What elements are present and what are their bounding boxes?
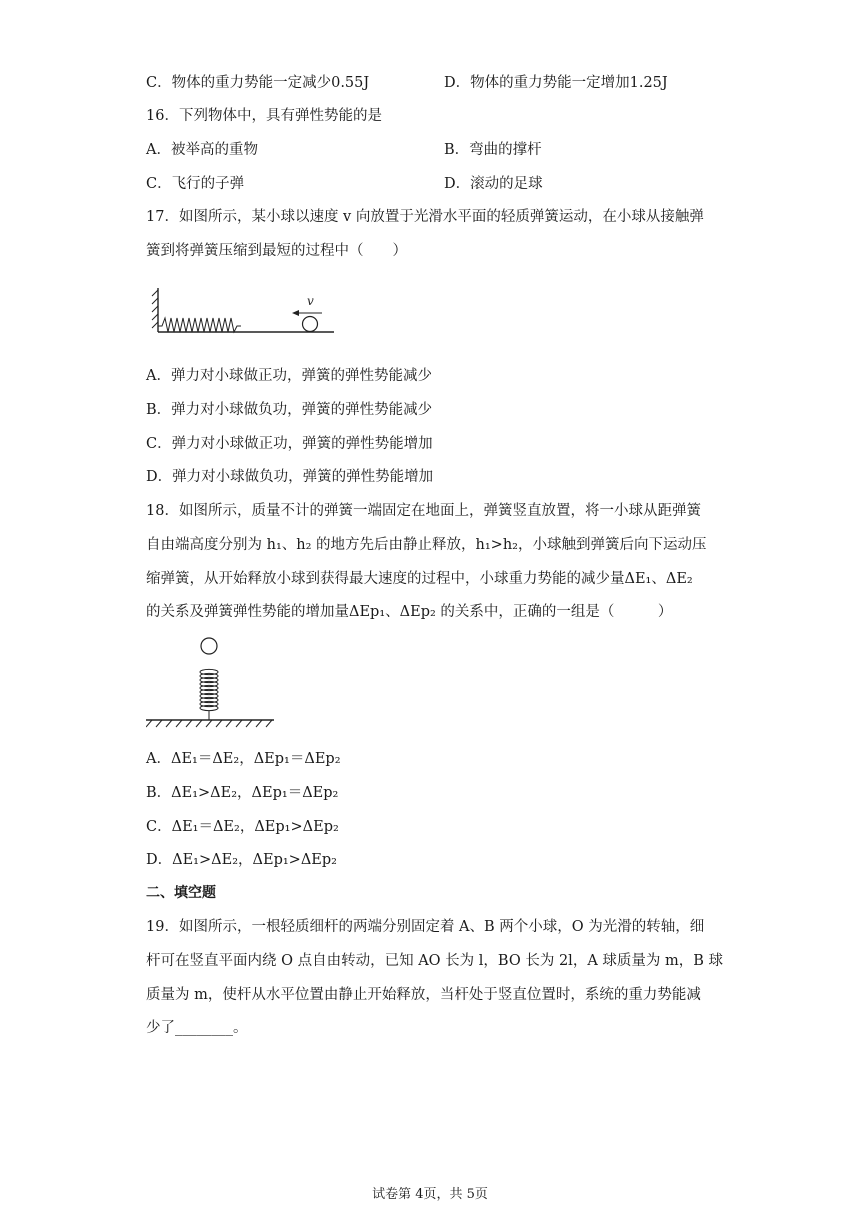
q16-option-a: A．被举高的重物 bbox=[146, 142, 258, 158]
q18-stem-line4: 的关系及弹簧弹性势能的增加量ΔEp₁、ΔEp₂ 的关系中，正确的一组是（ ） bbox=[146, 604, 673, 620]
q15-option-c: C．物体的重力势能一定减少0.55J bbox=[146, 75, 370, 91]
q18-option-c: C．ΔE₁＝ΔE₂，ΔEp₁>ΔEp₂ bbox=[146, 819, 339, 835]
section-title-fill-in: 二、填空题 bbox=[146, 885, 216, 901]
q19-line2: 杆可在竖直平面内绕 O 点自由转动，已知 AO 长为 l，BO 长为 2l，A 球质量为 m，B 球 bbox=[146, 953, 724, 969]
q17-option-d: D．弹力对小球做负功，弹簧的弹性势能增加 bbox=[146, 469, 434, 485]
page-footer: 试卷第 4页，共 5页 bbox=[372, 1187, 488, 1202]
q19-line4: 少了________。 bbox=[146, 1020, 248, 1036]
q17-option-b: B．弹力对小球做负功，弹簧的弹性势能减少 bbox=[146, 402, 433, 418]
q18-option-a: A．ΔE₁＝ΔE₂，ΔEp₁＝ΔEp₂ bbox=[146, 751, 341, 767]
q17-option-c: C．弹力对小球做正功，弹簧的弹性势能增加 bbox=[146, 436, 433, 452]
q18-vertical-spring-figure bbox=[146, 634, 276, 736]
q16-stem: 16．下列物体中，具有弹性势能的是 bbox=[146, 108, 382, 124]
q18-stem-line1: 18．如图所示，质量不计的弹簧一端固定在地面上，弹簧竖直放置，将一小球从距弹簧 bbox=[146, 503, 701, 519]
q17-option-a: A．弹力对小球做正功，弹簧的弹性势能减少 bbox=[146, 368, 432, 384]
q17-spring-ball-figure bbox=[150, 282, 340, 338]
q18-stem-line3: 缩弹簧，从开始释放小球到获得最大速度的过程中，小球重力势能的减少量ΔE₁、ΔE₂ bbox=[146, 571, 693, 587]
q16-option-c: C．飞行的子弹 bbox=[146, 176, 245, 192]
q17-velocity-label: v bbox=[307, 294, 314, 308]
q17-stem-line2: 簧到将弹簧压缩到最短的过程中（ ） bbox=[146, 243, 407, 259]
q19-line3: 质量为 m，使杆从水平位置由静止开始释放，当杆处于竖直位置时，系统的重力势能减 bbox=[146, 987, 701, 1003]
q18-stem-line2: 自由端高度分别为 h₁、h₂ 的地方先后由静止释放，h₁>h₂，小球触到弹簧后向下运动压 bbox=[146, 537, 707, 553]
q19-line1: 19．如图所示，一根轻质细杆的两端分别固定着 A、B 两个小球，O 为光滑的转轴，细 bbox=[146, 919, 705, 935]
q18-option-b: B．ΔE₁>ΔE₂，ΔEp₁＝ΔEp₂ bbox=[146, 785, 339, 801]
q16-option-d: D．滚动的足球 bbox=[444, 176, 543, 192]
q17-stem-line1: 17．如图所示，某小球以速度 v 向放置于光滑水平面的轻质弹簧运动，在小球从接触弹 bbox=[146, 209, 704, 225]
q18-option-d: D．ΔE₁>ΔE₂，ΔEp₁>ΔEp₂ bbox=[146, 852, 337, 868]
q16-option-b: B．弯曲的撑杆 bbox=[444, 142, 542, 158]
q15-option-d: D．物体的重力势能一定增加1.25J bbox=[444, 75, 668, 91]
